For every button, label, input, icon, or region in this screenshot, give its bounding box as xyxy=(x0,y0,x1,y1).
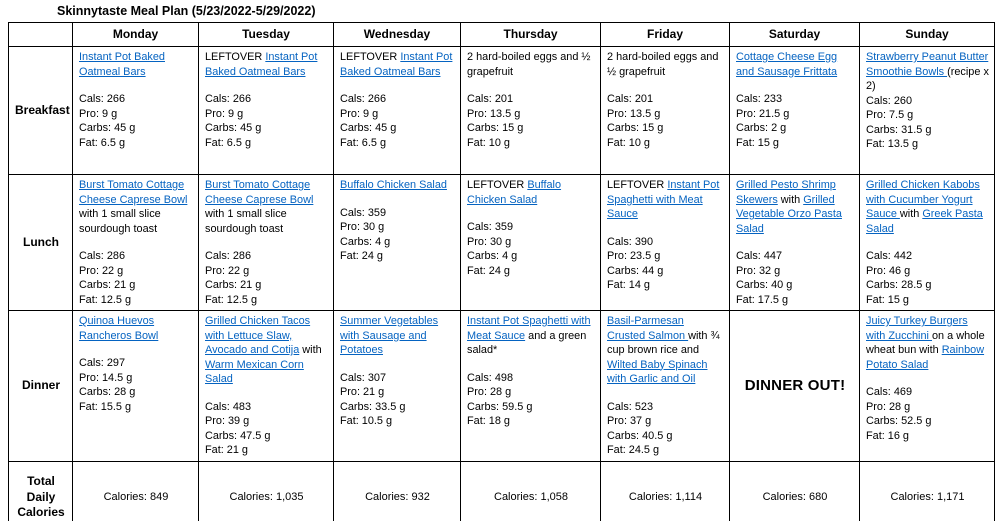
meal-cell-dinner-monday xyxy=(73,311,199,462)
meal-cell-breakfast-wednesday xyxy=(334,47,461,175)
macro-line: Cals: 498 xyxy=(467,371,514,384)
recipe-link[interactable]: Grilled Pesto Shrimp Skewers xyxy=(736,179,836,206)
meal-text: 2 hard-boiled eggs and ½ grapefruit xyxy=(607,51,719,78)
meal-text: with xyxy=(899,208,923,220)
meal-description xyxy=(467,178,595,207)
spacer xyxy=(340,79,455,92)
macro-line: Carbs: 59.5 g xyxy=(467,400,533,413)
corner-cell xyxy=(9,23,73,47)
macro-line: Cals: 201 xyxy=(607,93,654,105)
spacer xyxy=(79,79,193,92)
macro-line: Carbs: 4 g xyxy=(467,250,518,262)
macro-line: Pro: 13.5 g xyxy=(467,107,521,120)
row-label-dinner: Dinner xyxy=(9,311,73,462)
macro-line: Fat: 24 g xyxy=(467,264,510,277)
total-calories-row xyxy=(9,461,995,521)
spacer xyxy=(736,236,854,249)
macro-line: Fat: 24.5 g xyxy=(607,444,660,456)
recipe-link[interactable]: Instant Pot Baked Oatmeal Bars xyxy=(340,51,453,78)
spacer xyxy=(205,79,328,92)
macro-line: Cals: 266 xyxy=(79,93,126,105)
macro-line: Carbs: 33.5 g xyxy=(340,400,406,413)
meal-cell-lunch-sunday xyxy=(860,175,995,311)
meal-text: and a green salad* xyxy=(467,329,587,356)
macro-line: Cals: 469 xyxy=(866,386,913,398)
macro-line: Pro: 28 g xyxy=(866,400,911,413)
meal-description xyxy=(607,50,724,79)
meal-description xyxy=(340,314,455,358)
recipe-link[interactable]: Summer Vegetables with Sausage and Potatoes xyxy=(340,315,439,356)
meal-cell-lunch-tuesday xyxy=(199,175,334,311)
macro-line: Carbs: 21 g xyxy=(79,279,136,291)
meal-description xyxy=(79,314,193,343)
spacer xyxy=(340,193,455,206)
meal-description xyxy=(205,178,328,236)
macro-line: Fat: 10 g xyxy=(467,136,510,149)
macro-line: Pro: 28 g xyxy=(467,386,512,398)
meal-cell-breakfast-tuesday xyxy=(199,47,334,175)
macro-line: Carbs: 45 g xyxy=(79,122,136,134)
macro-line: Pro: 13.5 g xyxy=(607,107,661,120)
meal-text: with ¾ cup brown rice and xyxy=(607,329,720,356)
macro-line: Cals: 447 xyxy=(736,250,783,262)
macro-line: Cals: 523 xyxy=(607,400,654,413)
macro-line: Pro: 39 g xyxy=(205,415,250,427)
spacer xyxy=(340,358,455,371)
recipe-link[interactable]: Quinoa Huevos Rancheros Bowl xyxy=(79,315,159,342)
macro-line: Pro: 30 g xyxy=(340,221,385,233)
macro-line: Fat: 6.5 g xyxy=(79,136,126,149)
macro-line: Carbs: 15 g xyxy=(607,122,664,134)
meal-cell-breakfast-sunday xyxy=(860,47,995,175)
spacer xyxy=(866,372,989,385)
meal-cell-lunch-monday xyxy=(73,175,199,311)
recipe-link[interactable]: Strawberry Peanut Butter Smoothie Bowls xyxy=(866,51,989,78)
macro-line: Pro: 46 g xyxy=(866,264,911,277)
macro-line: Carbs: 31.5 g xyxy=(866,123,932,136)
meal-cell-dinner-wednesday xyxy=(334,311,461,462)
macro-line: Pro: 23.5 g xyxy=(607,250,661,262)
recipe-link[interactable]: Buffalo Chicken Salad xyxy=(467,179,562,206)
macro-line: Carbs: 28 g xyxy=(79,386,136,398)
macro-line: Carbs: 40 g xyxy=(736,279,793,291)
day-header-tuesday: Tuesday xyxy=(199,23,334,47)
spacer xyxy=(467,358,595,371)
day-header-wednesday: Wednesday xyxy=(334,23,461,47)
meal-row-breakfast xyxy=(9,47,995,175)
meal-cell-lunch-friday xyxy=(601,175,730,311)
meal-cell-dinner-sunday xyxy=(860,311,995,462)
macro-line: Fat: 12.5 g xyxy=(205,293,258,306)
daily-total-tuesday: Calories: 1,035 xyxy=(199,461,334,521)
macro-line: Pro: 9 g xyxy=(205,107,244,120)
recipe-link[interactable]: Greek Pasta Salad xyxy=(866,208,983,235)
daily-total-saturday: Calories: 680 xyxy=(730,461,860,521)
macro-line: Cals: 286 xyxy=(79,250,126,262)
meal-description xyxy=(607,314,724,387)
macro-line: Fat: 16 g xyxy=(866,429,909,442)
recipe-link[interactable]: Basil-Parmesan Crusted Salmon xyxy=(607,315,689,342)
meal-text: with 1 small slice sourdough toast xyxy=(79,208,161,235)
dinner-out-note: DINNER OUT! xyxy=(744,376,846,394)
macro-line: Cals: 266 xyxy=(205,93,252,105)
recipe-link[interactable]: Grilled Chicken Kabobs with Cucumber Yogurt Sauce xyxy=(866,179,980,220)
header-row xyxy=(9,23,995,47)
macro-line: Cals: 266 xyxy=(340,93,387,105)
macro-line: Cals: 233 xyxy=(736,93,783,105)
meal-description xyxy=(79,50,193,79)
daily-total-monday: Calories: 849 xyxy=(73,461,199,521)
spacer xyxy=(205,236,328,249)
recipe-link[interactable]: Grilled Vegetable Orzo Pasta Salad xyxy=(736,193,842,235)
spacer xyxy=(866,236,989,249)
macro-line: Pro: 7.5 g xyxy=(866,109,914,121)
macro-line: Cals: 390 xyxy=(607,235,654,248)
macro-line: Cals: 307 xyxy=(340,371,387,384)
spacer xyxy=(607,79,724,92)
macro-line: Pro: 22 g xyxy=(79,264,124,277)
macro-line: Cals: 201 xyxy=(467,93,514,105)
meal-cell-breakfast-saturday xyxy=(730,47,860,175)
row-label-lunch: Lunch xyxy=(9,175,73,311)
macro-line: Pro: 14.5 g xyxy=(79,371,133,384)
daily-total-thursday: Calories: 1,058 xyxy=(461,461,601,521)
row-label-breakfast: Breakfast xyxy=(9,47,73,175)
meal-text: LEFTOVER xyxy=(467,179,528,191)
macro-line: Cals: 442 xyxy=(866,250,913,262)
meal-cell-dinner-friday xyxy=(601,311,730,462)
spacer xyxy=(205,387,328,400)
spacer xyxy=(607,222,724,235)
recipe-link[interactable]: Burst Tomato Cottage Cheese Caprese Bowl xyxy=(205,179,314,206)
meal-text: with 1 small slice sourdough toast xyxy=(205,208,287,235)
macro-line: Carbs: 4 g xyxy=(340,235,391,248)
recipe-link[interactable]: Buffalo Chicken Salad xyxy=(340,179,447,191)
meal-description xyxy=(866,314,989,372)
macro-line: Carbs: 2 g xyxy=(736,122,787,134)
meal-description xyxy=(866,50,989,94)
macro-line: Fat: 21 g xyxy=(205,444,248,456)
recipe-link[interactable]: Instant Pot Spaghetti with Meat Sauce xyxy=(607,179,720,220)
recipe-link[interactable]: Burst Tomato Cottage Cheese Caprese Bowl xyxy=(79,179,188,206)
meal-cell-lunch-wednesday xyxy=(334,175,461,311)
macro-line: Fat: 14 g xyxy=(607,279,650,291)
macro-line: Fat: 12.5 g xyxy=(79,293,132,306)
recipe-link[interactable]: Rainbow Potato Salad xyxy=(866,344,985,371)
macro-line: Carbs: 45 g xyxy=(340,122,397,134)
macro-line: Pro: 21 g xyxy=(340,386,385,398)
macro-line: Fat: 6.5 g xyxy=(340,136,387,149)
meal-description xyxy=(340,178,455,193)
macro-line: Cals: 483 xyxy=(205,400,252,413)
meal-text: on a whole wheat bun with xyxy=(866,329,985,356)
spacer xyxy=(607,387,724,400)
meal-description xyxy=(79,178,193,236)
daily-total-sunday: Calories: 1,171 xyxy=(860,461,995,521)
macro-line: Cals: 297 xyxy=(79,357,126,369)
meal-text: 2 hard-boiled eggs and ½ grapefruit xyxy=(467,51,591,78)
macro-line: Fat: 15.5 g xyxy=(79,400,132,413)
meal-cell-dinner-saturday xyxy=(730,311,860,462)
day-header-monday: Monday xyxy=(73,23,199,47)
macro-line: Pro: 32 g xyxy=(736,264,781,277)
recipe-link[interactable]: Juicy Turkey Burgers with Zucchini xyxy=(866,315,968,342)
meal-description xyxy=(467,314,595,358)
meal-cell-dinner-tuesday xyxy=(199,311,334,462)
recipe-link[interactable]: Cottage Cheese Egg and Sausage Frittata xyxy=(736,51,838,78)
spacer xyxy=(79,343,193,356)
meal-text: LEFTOVER xyxy=(607,179,668,191)
macro-line: Carbs: 44 g xyxy=(607,264,664,277)
daily-total-friday: Calories: 1,114 xyxy=(601,461,730,521)
macro-line: Carbs: 15 g xyxy=(467,122,524,134)
meal-description xyxy=(467,50,595,79)
recipe-link[interactable]: Instant Pot Spaghetti with Meat Sauce xyxy=(467,315,591,342)
meal-row-lunch xyxy=(9,175,995,311)
meal-description xyxy=(736,50,854,79)
meal-cell-dinner-thursday xyxy=(461,311,601,462)
meal-cell-breakfast-thursday xyxy=(461,47,601,175)
meal-text: LEFTOVER xyxy=(205,51,266,63)
recipe-link[interactable]: Instant Pot Baked Oatmeal Bars xyxy=(205,51,318,78)
recipe-link[interactable]: Instant Pot Baked Oatmeal Bars xyxy=(79,51,165,78)
recipe-link[interactable]: Warm Mexican Corn Salad xyxy=(205,358,304,385)
macro-line: Fat: 10 g xyxy=(607,136,650,149)
day-header-saturday: Saturday xyxy=(730,23,860,47)
macro-line: Cals: 286 xyxy=(205,250,252,262)
macro-line: Fat: 18 g xyxy=(467,415,510,427)
meal-cell-breakfast-monday xyxy=(73,47,199,175)
macro-line: Cals: 359 xyxy=(340,206,387,219)
meal-text: with xyxy=(777,193,804,206)
macro-line: Fat: 24 g xyxy=(340,250,383,262)
meal-plan-table-body xyxy=(9,23,995,521)
macro-line: Cals: 260 xyxy=(866,94,913,107)
macro-line: Carbs: 52.5 g xyxy=(866,415,932,427)
macro-line: Carbs: 40.5 g xyxy=(607,429,673,442)
meal-text: (recipe x 2) xyxy=(866,65,989,92)
day-header-thursday: Thursday xyxy=(461,23,601,47)
day-header-friday: Friday xyxy=(601,23,730,47)
meal-cell-lunch-thursday xyxy=(461,175,601,311)
macro-line: Carbs: 47.5 g xyxy=(205,429,271,442)
macro-line: Cals: 359 xyxy=(467,221,514,233)
meal-description xyxy=(205,50,328,79)
macro-line: Fat: 6.5 g xyxy=(205,136,252,149)
page-title: Skinnytaste Meal Plan (5/23/2022-5/29/2022) xyxy=(57,4,316,18)
meal-description xyxy=(205,314,328,387)
spacer xyxy=(736,79,854,92)
spacer xyxy=(467,207,595,220)
recipe-link[interactable]: Wilted Baby Spinach with Garlic and Oil xyxy=(607,358,708,385)
macro-line: Fat: 10.5 g xyxy=(340,415,393,427)
meal-description xyxy=(607,178,724,222)
meal-row-dinner xyxy=(9,311,995,462)
meal-description xyxy=(736,178,854,236)
macro-line: Fat: 15 g xyxy=(866,293,909,306)
macro-line: Pro: 37 g xyxy=(607,415,652,427)
macro-line: Fat: 13.5 g xyxy=(866,138,919,150)
macro-line: Pro: 9 g xyxy=(79,107,118,120)
row-label-total-daily-calories: Total Daily Calories xyxy=(9,461,73,521)
meal-text: with xyxy=(299,344,322,356)
day-header-sunday: Sunday xyxy=(860,23,995,47)
meal-plan-table xyxy=(8,22,995,521)
meal-text: LEFTOVER xyxy=(340,51,401,63)
macro-line: Carbs: 45 g xyxy=(205,122,262,134)
recipe-link[interactable]: Grilled Chicken Tacos with Lettuce Slaw, Avocado and Cotija xyxy=(205,315,311,356)
spacer xyxy=(467,79,595,92)
macro-line: Carbs: 28.5 g xyxy=(866,279,932,291)
daily-total-wednesday: Calories: 932 xyxy=(334,461,461,521)
spacer xyxy=(79,236,193,249)
meal-cell-lunch-saturday xyxy=(730,175,860,311)
macro-line: Carbs: 21 g xyxy=(205,279,262,291)
macro-line: Pro: 21.5 g xyxy=(736,107,790,120)
macro-line: Fat: 17.5 g xyxy=(736,293,789,306)
macro-line: Pro: 9 g xyxy=(340,107,379,120)
meal-cell-breakfast-friday xyxy=(601,47,730,175)
macro-line: Pro: 22 g xyxy=(205,264,250,277)
macro-line: Fat: 15 g xyxy=(736,136,779,149)
macro-line: Pro: 30 g xyxy=(467,235,512,248)
meal-description xyxy=(866,178,989,236)
meal-description xyxy=(340,50,455,79)
